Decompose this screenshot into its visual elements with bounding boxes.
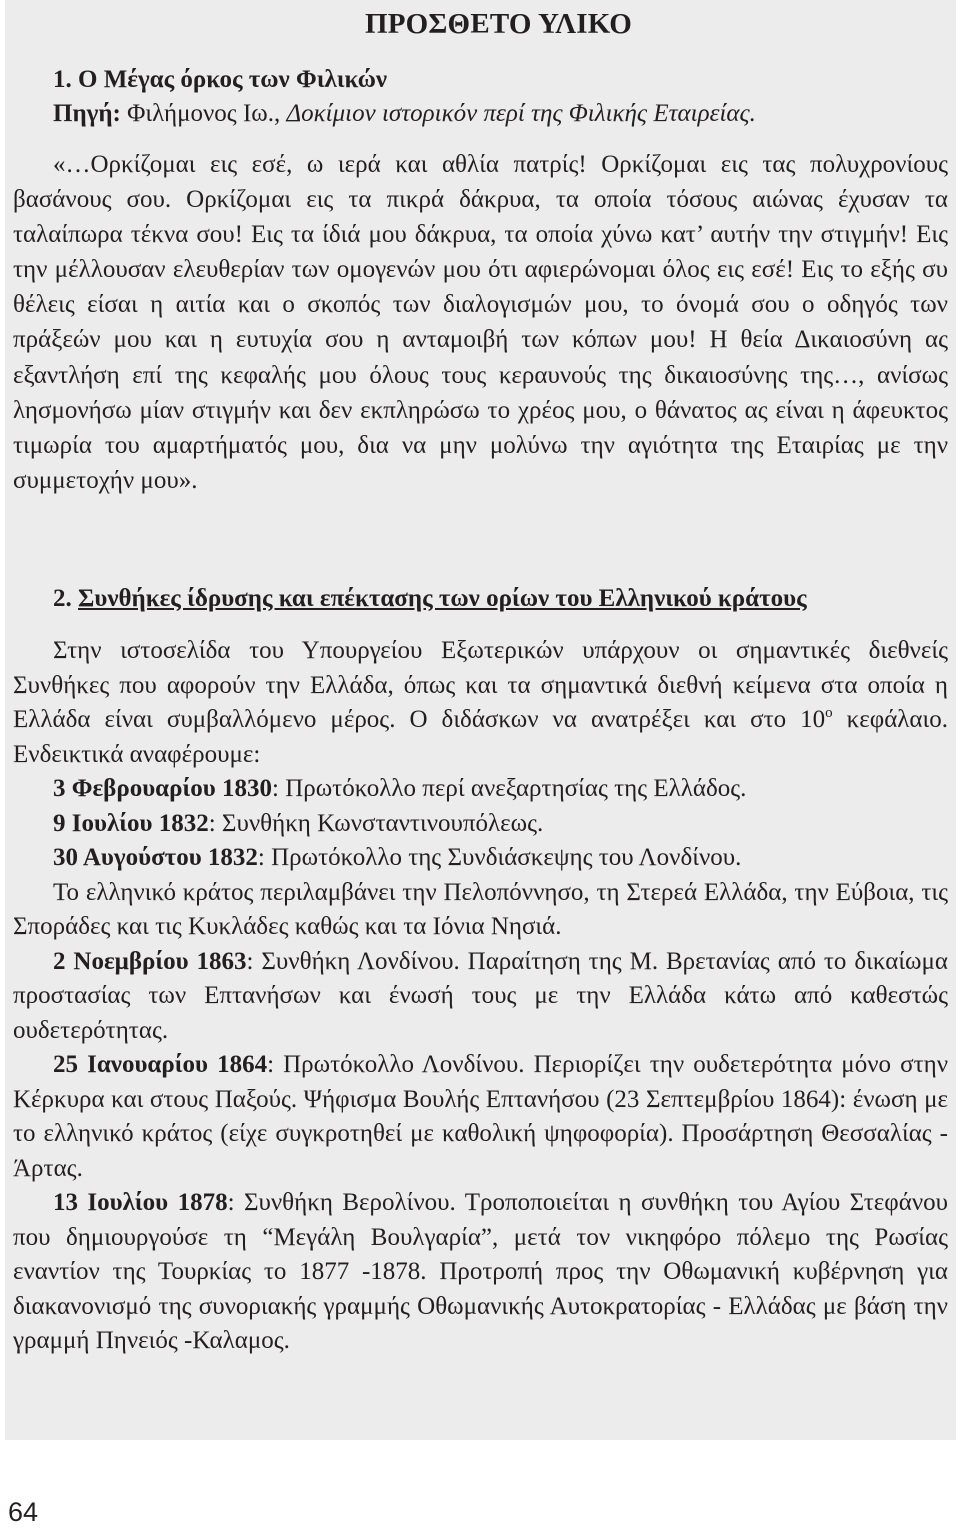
page-title: ΠΡΟΣΘΕΤΟ ΥΛΙΚΟ [364,8,633,40]
treaty-date: 2 Νοεμβρίου 1863 [53,947,247,975]
treaty-text: : Συνθήκη Λονδίνου. Παραίτηση της Μ. Βρετανίας από το δικαίωμα προστασίας των Επτανήσων και ένωσή τους με την Ελλάδα κάτω από καθεστώς ουδετερότητας. [13,947,948,1044]
treaty-entry [13,807,948,842]
source-author: Φιλήμονος Ιω., [120,100,287,127]
treaty-entry [13,841,948,876]
source-line [53,98,756,130]
treaty-date: 9 Ιουλίου 1832 [53,809,209,837]
source-title: Δοκίμιον ιστορικόν περί της Φιλικής Εταιρείας. [286,100,756,127]
treaty-text: : Συνθήκη Βερολίνου. Τροποποιείται η συνθήκη του Αγίου Στεφάνου που δημιουργούσε τη “Μεγάλη Βουλγαρία”, μετά τον νικηφόρο πόλεμο της Ρωσίας εναντίον της Τουρκίας το 1877 -1878. Προτροπή προς την Οθωμανική κυβέρνηση για διακανονισμό της συνοριακής γραμμής Οθωμανικής Αυτοκρατορίας - Ελλάδας με βάση την γραμμή Πηνειός -Καλαμος. [13,1189,948,1354]
section2-number: 2. [53,585,72,612]
treaty-date: 25 Ιανουαρίου 1864 [53,1051,268,1078]
treaty-text: : Πρωτόκολλο Λονδίνου. Περιορίζει την ουδετερότητα μόνο στην Κέρκυρα και στους Παξούς. Ψήφισμα Βουλής Επτανήσου (23 Σεπτεμβρίου 1864): ένωση με το ελληνικό κράτος (είχε συγκροτηθεί με καθολική ψηφοφορία). Προσάρτηση Θεσσαλίας - Άρτας. [13,1051,948,1182]
section2-intro [13,634,948,772]
intro-text-end: κεφάλαιο. Ενδεικτικά αναφέρουμε: [13,706,948,768]
intro-superscript: ο [825,705,833,721]
section2-body [13,634,948,1359]
treaty-date: 13 Ιουλίου 1878 [53,1189,228,1216]
intro-text: Στην ιστοσελίδα του Υπουργείου Εξωτερικών υπάρχουν οι σημαντικές διεθνείς Συνθήκες που αφορούν την Ελλάδα, όπως και τα σημαντικά διεθνή κείμενα στα οποία η Ελλάδα είναι συμβαλλόμενο μέρος. Ο διδάσκων να ανατρέξει και στο 10 [13,637,948,733]
treaty-entry [13,945,948,1049]
treaty-entry [13,772,948,807]
treaty-text: : Συνθήκη Κωνσταντινουπόλεως. [208,809,544,837]
additional-material-panel [5,0,956,1440]
territory-paragraph: Το ελληνικό κράτος περιλαμβάνει την Πελοπόννησο, τη Στερεά Ελλάδα, την Εύβοια, τις Σποράδες και τις Κυκλάδες καθώς και τα Ιόνια Νησιά. [13,878,948,940]
oath-text: «…Ορκίζομαι εις εσέ, ω ιερά και αθλία πατρίς! Ορκίζομαι εις τας πολυχρονίους βασάνους σου. Ορκίζομαι εις τα πικρά δάκρυα, τα οποία τόσους αιώνας έχυσαν τα ταλαίπωρα τέκνα σου! Εις τα ίδιά μου δάκρυα, τα οποία χύνω κατ’ αυτήν την στιγμήν! Εις την μέλλουσαν ελευθερίαν των ομογενών μου ότι αφιερώνομαι όλος εις εσέ! Εις το εξής συ θέλεις είσαι η αιτία και ο σκοπός των διαλογισμών μου, το όνομά σου ο οδηγός των πράξεών μου και η ευτυχία σου η ανταμοιβή των κόπων μου! Η θεία Δικαιοσύνη ας εξαντλήση επί της κεφαλής μου όλους τους κεραυνούς της δικαιοσύνης της…, ανίσως λησμονήσω μίαν στιγμήν και δεν εκπληρώσω το χρέος μου, ο θάνατος ας είναι η άφευκτος τιμωρία του αμαρτήματός μου, δια να μην μολύνω την αγιότητα της Εταιρίας με την συμμετοχήν μου». [13,151,948,494]
section2-heading [53,582,951,616]
page-number: 64 [8,1497,39,1527]
treaty-text: : Πρωτόκολλο περί ανεξαρτησίας της Ελλάδος. [272,775,747,802]
section1-heading: 1. Ο Μέγας όρκος των Φιλικών [53,66,388,93]
treaty-entry [13,1048,948,1186]
treaty-entry [13,1186,948,1359]
section2-title: Συνθήκες ίδρυσης και επέκτασης των ορίων του Ελληνικού κράτους [78,585,807,612]
source-label: Πηγή: [53,100,121,127]
treaty-date: 3 Φεβρουαρίου 1830 [53,775,272,802]
treaty-text: : Πρωτόκολλο της Συνδιάσκεψης του Λονδίνου. [257,844,742,871]
treaty-date: 30 Αυγούστου 1832 [53,844,258,871]
